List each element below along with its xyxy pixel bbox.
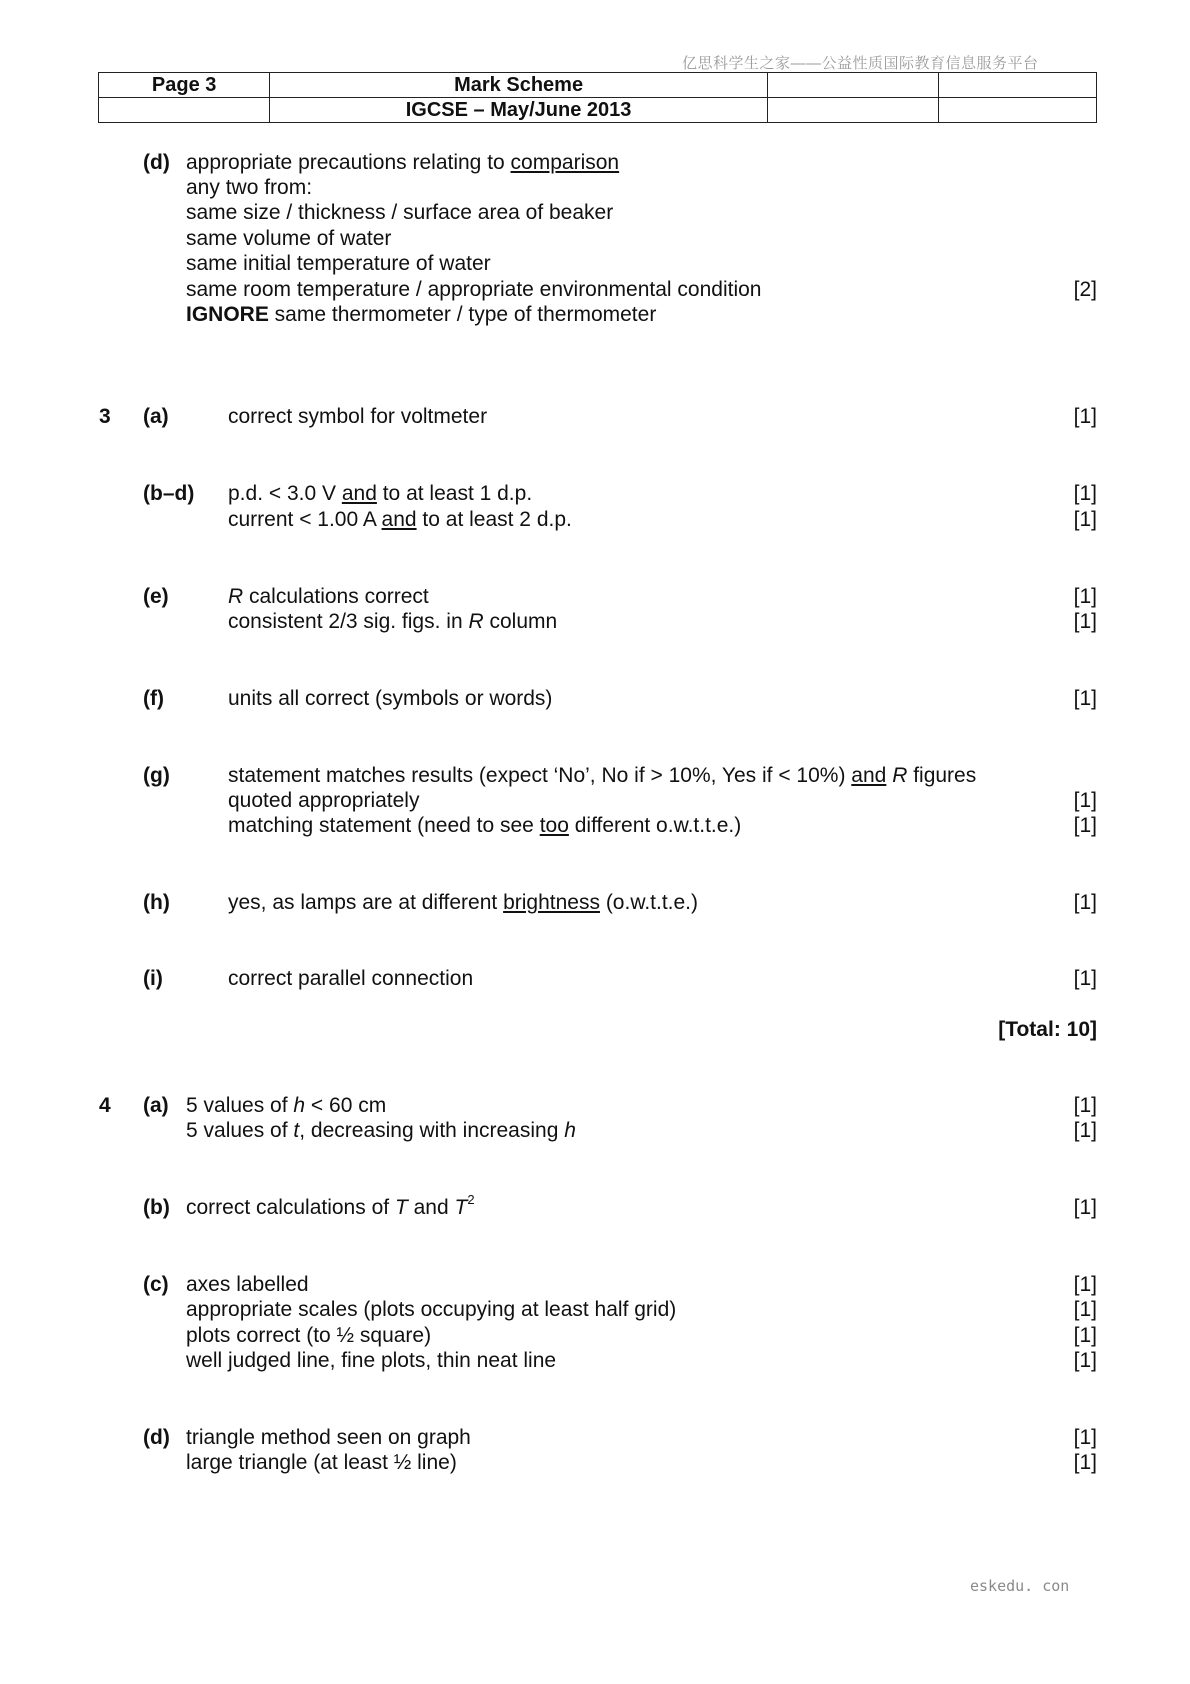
- q2d-line7: IGNORE same thermometer / type of thermometer: [186, 303, 657, 326]
- q4c-mark2: [1]: [1073, 1298, 1097, 1321]
- q2d-line4: same volume of water: [186, 227, 392, 250]
- footer-text: eskedu. con: [970, 1577, 1070, 1595]
- header-empty-cell: [99, 98, 270, 123]
- q2d-mark: [2]: [1073, 278, 1097, 301]
- watermark: 亿思科学生之家——公益性质国际教育信息服务平台: [682, 55, 1039, 72]
- header-title: Mark Scheme: [270, 73, 768, 98]
- header-empty-cell: [938, 98, 1096, 123]
- q4c-line4: well judged line, fine plots, thin neat line: [186, 1349, 557, 1372]
- q4-number: 4: [99, 1094, 111, 1117]
- q4b-mark: [1]: [1073, 1196, 1097, 1219]
- q3bd-line2: current < 1.00 A and to at least 2 d.p.: [228, 508, 572, 531]
- q3f-mark: [1]: [1073, 687, 1097, 710]
- q4c-line2: appropriate scales (plots occupying at least half grid): [186, 1298, 677, 1321]
- q4c-label: (c): [143, 1273, 169, 1296]
- q2d-label: (d): [143, 151, 170, 174]
- q4d-line2: large triangle (at least ½ line): [186, 1451, 457, 1474]
- q4a-label: (a): [143, 1094, 169, 1117]
- q4c-line3: plots correct (to ½ square): [186, 1324, 432, 1347]
- q2d-line2: any two from:: [186, 176, 313, 199]
- q2d-line6: same room temperature / appropriate environmental condition: [186, 278, 762, 301]
- q4b-label: (b): [143, 1196, 170, 1219]
- q3bd-line1: p.d. < 3.0 V and to at least 1 d.p.: [228, 482, 533, 505]
- q4c-mark4: [1]: [1073, 1349, 1097, 1372]
- q3-number: 3: [99, 405, 111, 428]
- q3g-mark2: [1]: [1073, 789, 1097, 812]
- q3bd-mark2: [1]: [1073, 508, 1097, 531]
- q4d-mark2: [1]: [1073, 1451, 1097, 1474]
- header-page: Page 3: [99, 73, 270, 98]
- q3g-label: (g): [143, 764, 170, 787]
- q3e-line1: R calculations correct: [228, 585, 429, 608]
- q3i-label: (i): [143, 967, 163, 990]
- q3e-line2: consistent 2/3 sig. figs. in R column: [228, 610, 558, 633]
- q3a-label: (a): [143, 405, 169, 428]
- q4a-mark1: [1]: [1073, 1094, 1097, 1117]
- q2d-line3: same size / thickness / surface area of beaker: [186, 201, 614, 224]
- q4d-line1: triangle method seen on graph: [186, 1426, 471, 1449]
- q3g-line3: matching statement (need to see too different o.w.t.t.e.): [228, 814, 742, 837]
- q4d-mark1: [1]: [1073, 1426, 1097, 1449]
- header-empty-cell: [767, 73, 938, 98]
- header-table: [98, 72, 1097, 123]
- q3g-line2: quoted appropriately: [228, 789, 420, 812]
- q4c-line1: axes labelled: [186, 1273, 309, 1296]
- q2d-line1: appropriate precautions relating to comparison: [186, 151, 620, 174]
- q2d-line5: same initial temperature of water: [186, 252, 491, 275]
- q3a-text: correct symbol for voltmeter: [228, 405, 488, 428]
- q4a-mark2: [1]: [1073, 1119, 1097, 1142]
- q3a-mark: [1]: [1073, 405, 1097, 428]
- q4c-mark3: [1]: [1073, 1324, 1097, 1347]
- q4d-label: (d): [143, 1426, 170, 1449]
- q3e-mark1: [1]: [1073, 585, 1097, 608]
- q3h-mark: [1]: [1073, 891, 1097, 914]
- header-empty-cell: [938, 73, 1096, 98]
- q4b-text: correct calculations of T and $T^2$: [186, 1192, 475, 1219]
- q3e-mark2: [1]: [1073, 610, 1097, 633]
- q3g-mark3: [1]: [1073, 814, 1097, 837]
- q3-total: [Total: 10]: [998, 1018, 1097, 1041]
- q3bd-mark1: [1]: [1073, 482, 1097, 505]
- q3bd-label: (b–d): [143, 482, 195, 505]
- q3h-text: yes, as lamps are at different brightness (o.w.t.t.e.): [228, 891, 699, 914]
- q3e-label: (e): [143, 585, 169, 608]
- q3f-text: units all correct (symbols or words): [228, 687, 553, 710]
- q3i-mark: [1]: [1073, 967, 1097, 990]
- q3i-text: correct parallel connection: [228, 967, 474, 990]
- q4c-mark1: [1]: [1073, 1273, 1097, 1296]
- q3f-label: (f): [143, 687, 164, 710]
- header-exam: IGCSE – May/June 2013: [270, 98, 768, 123]
- q3h-label: (h): [143, 891, 170, 914]
- q3g-line1: statement matches results (expect ‘No’, No if > 10%, Yes if < 10%) and R figures: [228, 764, 977, 787]
- q4a-line1: 5 values of h < 60 cm: [186, 1094, 387, 1117]
- q4a-line2: 5 values of t, decreasing with increasing h: [186, 1119, 576, 1142]
- header-empty-cell: [767, 98, 938, 123]
